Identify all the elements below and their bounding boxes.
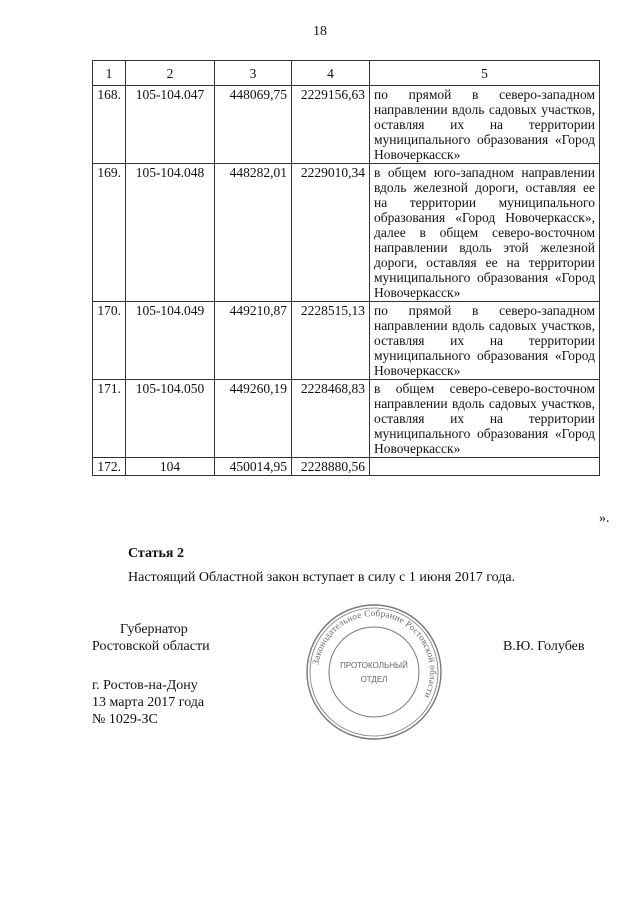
table-row	[93, 302, 600, 380]
coord-x: 449210,87	[215, 302, 292, 380]
signatory-title-line2: Ростовской области	[92, 639, 210, 654]
point-id: 105-104.048	[126, 164, 215, 302]
stamp-center-line2: ОТДЕЛ	[360, 675, 388, 684]
coord-x: 448069,75	[215, 86, 292, 164]
header-col-2: 2	[126, 61, 215, 86]
coord-y: 2229156,63	[292, 86, 370, 164]
coordinates-table	[92, 60, 600, 476]
place-of-signing: г. Ростов-на-Дону	[92, 678, 198, 693]
row-number: 170.	[93, 302, 126, 380]
boundary-description: по прямой в северо-западном направлении вдоль садовых участков, оставляя их на территории муниципального образования «Город Новочеркасск»	[370, 86, 600, 164]
point-id: 105-104.047	[126, 86, 215, 164]
coord-x: 450014,95	[215, 458, 292, 476]
table-header-row	[93, 61, 600, 86]
official-stamp	[304, 602, 444, 742]
header-col-4: 4	[292, 61, 370, 86]
boundary-description: по прямой в северо-западном направлении вдоль садовых участков, оставляя их на территории муниципального образования «Город Новочеркасск»	[370, 302, 600, 380]
coord-y: 2228515,13	[292, 302, 370, 380]
article-text: Настоящий Областной закон вступает в силу с 1 июня 2017 года.	[128, 570, 516, 585]
coord-y: 2229010,34	[292, 164, 370, 302]
coord-y: 2228468,83	[292, 380, 370, 458]
article-heading: Статья 2	[128, 546, 184, 561]
header-col-1: 1	[93, 61, 126, 86]
boundary-description: в общем юго-западном направлении вдоль железной дороги, оставляя ее на территории муниципального образования «Город Новочеркасск», далее в общем северо-восточном направлении вдоль этой железной дороги, оставляя ее на территории муниципального образования «Город Новочеркасск»	[370, 164, 600, 302]
row-number: 172.	[93, 458, 126, 476]
coord-x: 448282,01	[215, 164, 292, 302]
header-col-5: 5	[370, 61, 600, 86]
point-id: 105-104.050	[126, 380, 215, 458]
table-row	[93, 458, 600, 476]
law-number: № 1029-ЗС	[92, 712, 158, 727]
row-number: 169.	[93, 164, 126, 302]
stamp-center-line1: ПРОТОКОЛЬНЫЙ	[340, 661, 408, 670]
signing-date: 13 марта 2017 года	[92, 695, 205, 710]
closing-quote: ».	[599, 511, 610, 526]
point-id: 105-104.049	[126, 302, 215, 380]
signatory-name: В.Ю. Голубев	[503, 639, 585, 654]
table-row	[93, 86, 600, 164]
boundary-description	[370, 458, 600, 476]
signatory-title-line1: Губернатор	[120, 622, 188, 637]
page-number: 18	[313, 24, 327, 39]
row-number: 171.	[93, 380, 126, 458]
point-id: 104	[126, 458, 215, 476]
stamp-ring-text: Законодательное Собрание Ростовской области	[310, 607, 439, 700]
header-col-3: 3	[215, 61, 292, 86]
coord-y: 2228880,56	[292, 458, 370, 476]
table-row	[93, 164, 600, 302]
row-number: 168.	[93, 86, 126, 164]
table-row	[93, 380, 600, 458]
boundary-description: в общем северо-северо-восточном направлении вдоль садовых участков, оставляя их на территории муниципального образования «Город Новочеркасск»	[370, 380, 600, 458]
coord-x: 449260,19	[215, 380, 292, 458]
